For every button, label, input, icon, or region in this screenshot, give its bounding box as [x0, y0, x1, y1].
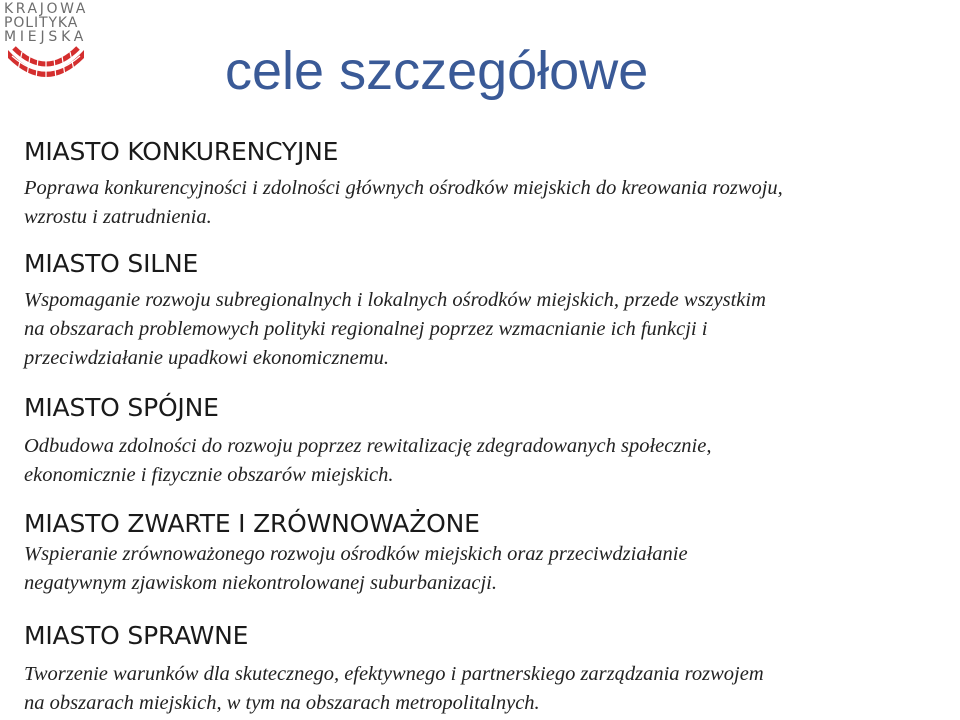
section-heading: MIASTO SILNE	[24, 249, 199, 278]
page-title: cele szczegółowe	[225, 41, 649, 101]
description-line: Wspomaganie rozwoju subregionalnych i lokalnych ośrodków miejskich, przede wszystkim	[24, 289, 766, 311]
description-line: Odbudowa zdolności do rozwoju poprzez rewitalizację zdegradowanych społecznie,	[24, 435, 712, 457]
description-line: Tworzenie warunków dla skutecznego, efektywnego i partnerskiego zarządzania rozwojem	[24, 663, 764, 685]
logo	[4, 2, 90, 86]
section-description	[24, 432, 944, 490]
description-line: przeciwdziałanie upadkowi ekonomicznemu.	[24, 347, 389, 369]
section-miasto-zwarte	[24, 508, 944, 598]
description-line: Poprawa konkurencyjności i zdolności głównych ośrodków miejskich do kreowania rozwoju,	[24, 177, 783, 199]
logo-emblem-icon	[4, 46, 88, 86]
section-heading: MIASTO SPÓJNE	[24, 393, 219, 422]
logo-text-line1: KRAJOWA	[4, 1, 88, 17]
logo-text-line3: MIEJSKA	[4, 29, 88, 45]
section-description	[24, 540, 944, 598]
section-miasto-sprawne	[24, 620, 944, 718]
section-heading: MIASTO SPRAWNE	[24, 621, 249, 650]
section-miasto-konkurencyjne	[24, 136, 944, 232]
description-line: wzrostu i zatrudnienia.	[24, 206, 212, 228]
section-miasto-silne	[24, 248, 944, 373]
section-description	[24, 286, 944, 373]
description-line: ekonomicznie i fizycznie obszarów miejskich.	[24, 464, 394, 486]
logo-text-line2: POLITYKA	[4, 15, 79, 31]
description-line: na obszarach problemowych polityki regionalnej poprzez wzmacnianie ich funkcji i	[24, 318, 708, 340]
section-heading: MIASTO KONKURENCYJNE	[24, 137, 339, 166]
description-line: negatywnym zjawiskom niekontrolowanej suburbanizacji.	[24, 572, 497, 594]
description-line: Wspieranie zrównoważonego rozwoju ośrodków miejskich oraz przeciwdziałanie	[24, 543, 688, 565]
section-miasto-spojne	[24, 392, 944, 490]
description-line: na obszarach miejskich, w tym na obszarach metropolitalnych.	[24, 692, 540, 714]
section-heading: MIASTO ZWARTE I ZRÓWNOWAŻONE	[24, 509, 480, 538]
section-description	[24, 660, 944, 718]
section-description	[24, 174, 944, 232]
